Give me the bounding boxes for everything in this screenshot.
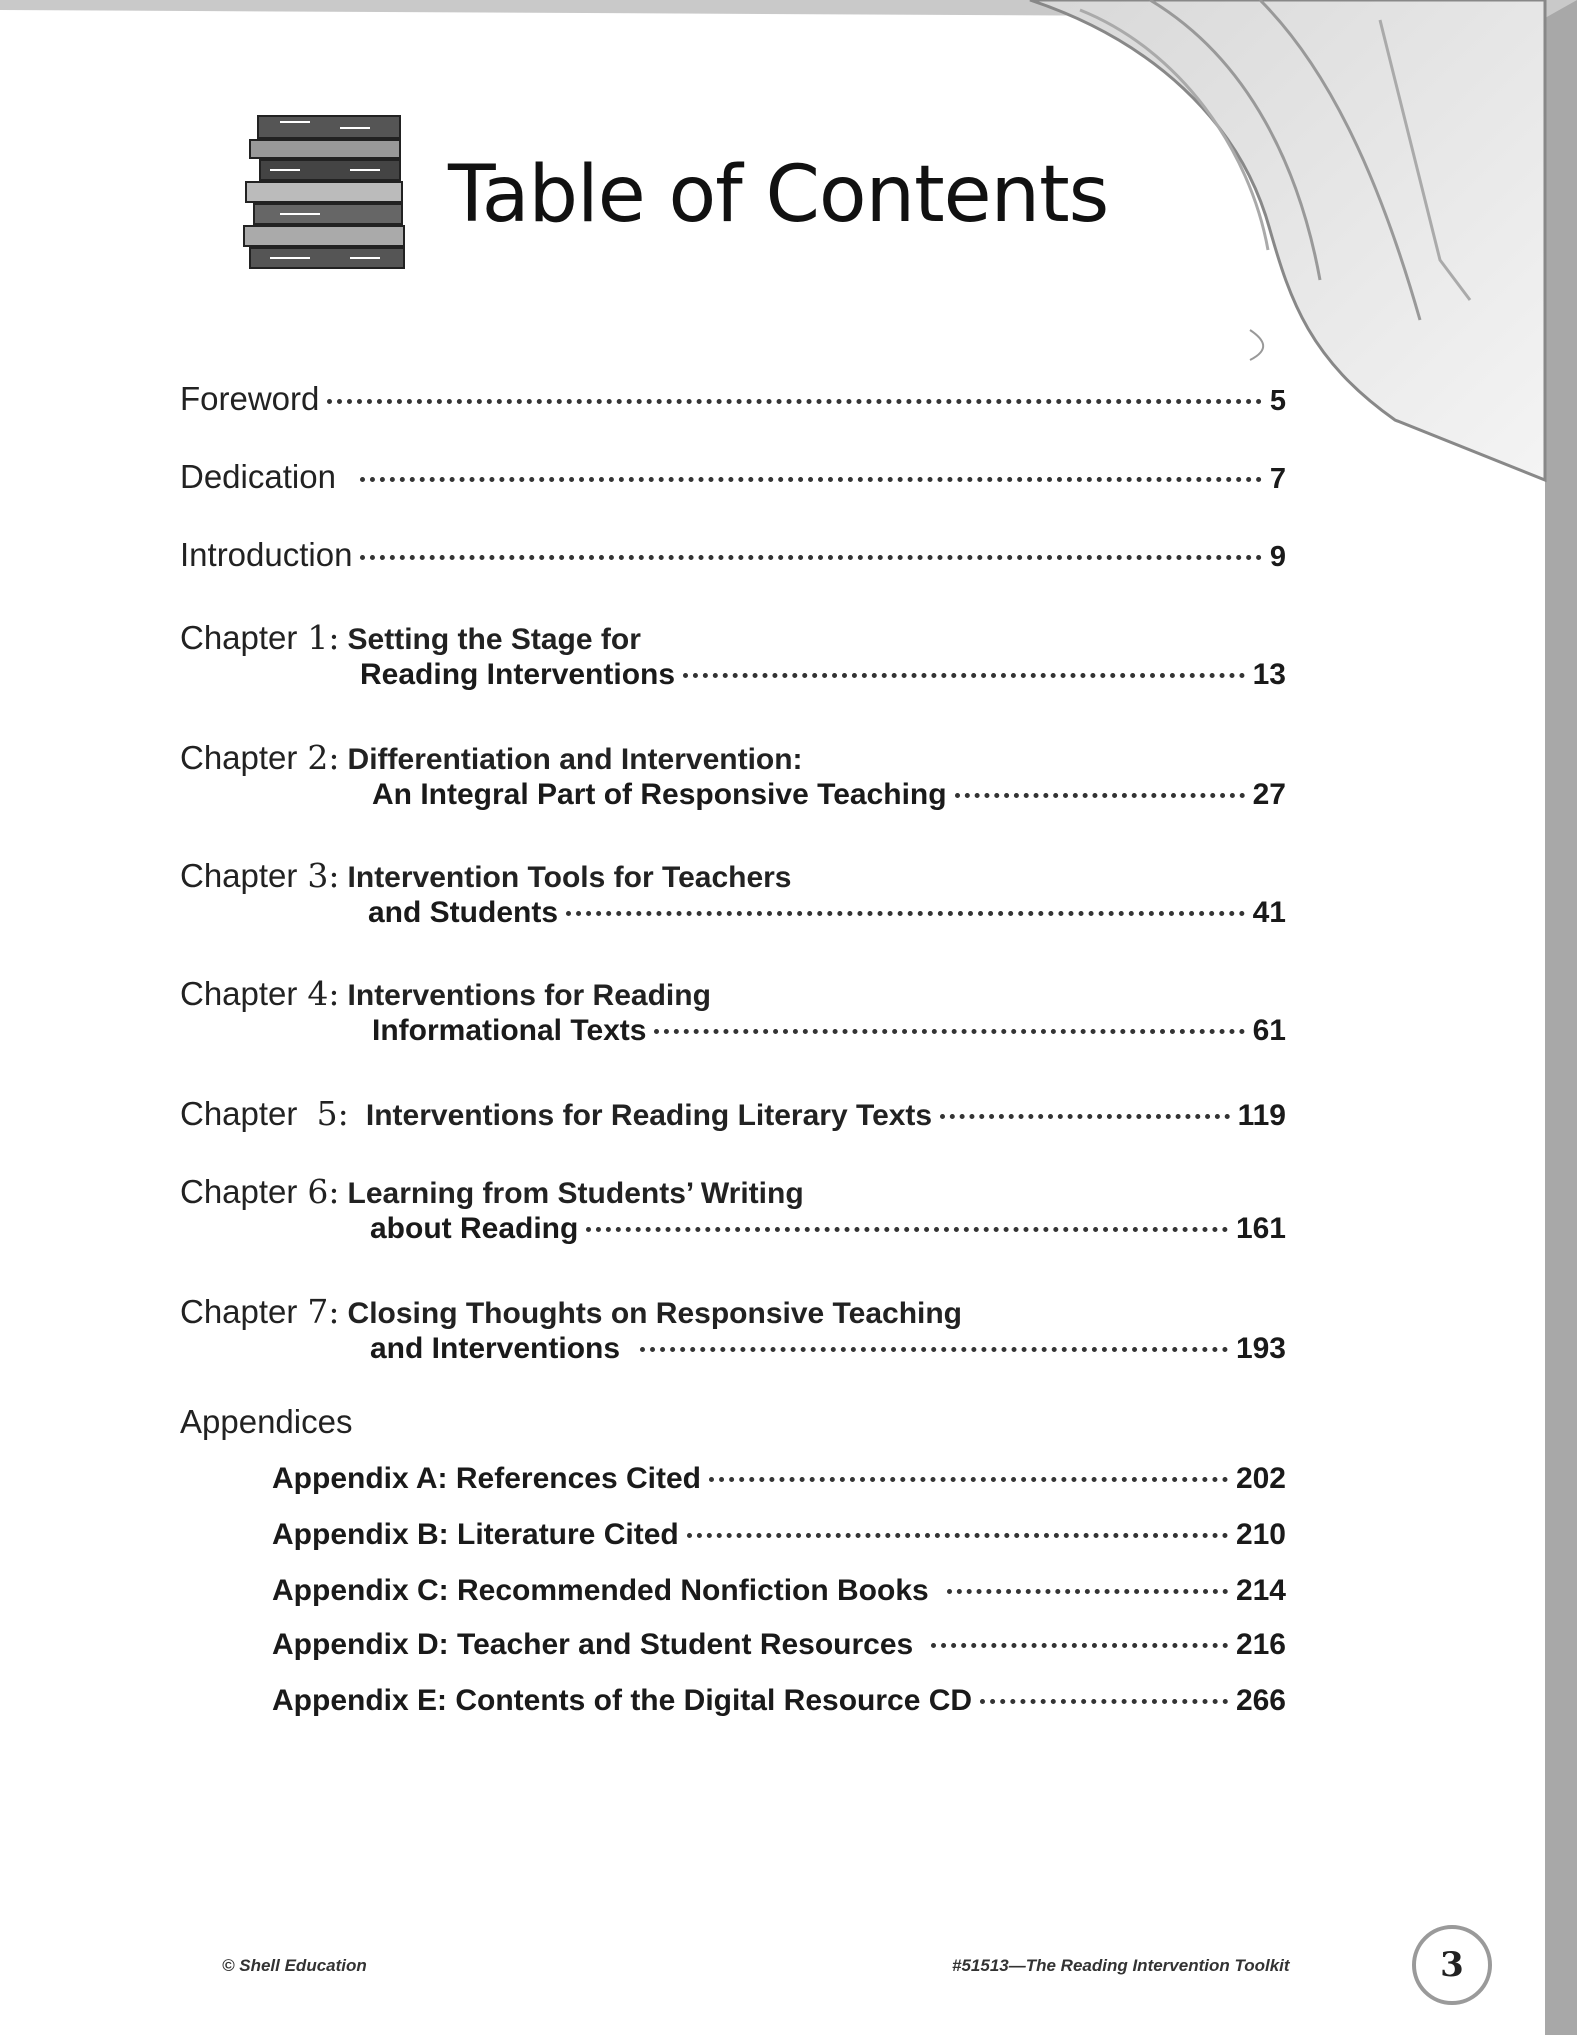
dot-leader (940, 1114, 1229, 1119)
chapter-2-heading[interactable] (180, 738, 1286, 777)
dot-leader (640, 1347, 1228, 1352)
toc-entry-appendix-b[interactable] (272, 1518, 1286, 1552)
chapter-prefix: Chapter (180, 857, 298, 894)
toc-entry-dedication[interactable] (180, 458, 1286, 496)
chapter-title: Setting the Stage for (347, 623, 641, 656)
chapter-title-continued: Informational Texts (372, 1014, 647, 1047)
toc-entry-appendix-a[interactable] (272, 1462, 1286, 1496)
toc-entry-foreword[interactable] (180, 380, 1286, 418)
dot-leader (327, 399, 1261, 404)
appendices-heading: Appendices (180, 1403, 353, 1440)
dot-leader (654, 1029, 1244, 1034)
dot-leader (360, 555, 1261, 560)
page-number: 27 (1252, 778, 1286, 811)
toc-entry-introduction[interactable] (180, 536, 1286, 574)
page-number: 61 (1252, 1014, 1286, 1047)
dot-leader (566, 911, 1245, 916)
chapter-2-entry[interactable] (372, 778, 1286, 812)
appendix-label: Appendix D: Teacher and Student Resources (272, 1628, 914, 1661)
toc-entry-label: Foreword (180, 380, 320, 417)
page-number: 5 (1269, 385, 1286, 417)
chapter-number: 1: (307, 618, 340, 657)
chapter-title: Interventions for Reading (347, 979, 711, 1012)
page-number-badge: 3 (1412, 1925, 1492, 2005)
chapter-3-heading[interactable] (180, 856, 1286, 895)
chapter-number: 3: (307, 856, 340, 895)
appendix-label: Appendix C: Recommended Nonfiction Books (272, 1574, 929, 1607)
page-number: 41 (1252, 896, 1286, 929)
dot-leader (955, 793, 1245, 798)
chapter-prefix: Chapter (180, 619, 298, 656)
page-number: 216 (1235, 1628, 1286, 1661)
chapter-title: Learning from Students’ Writing (347, 1177, 804, 1210)
chapter-number: 5: (316, 1094, 349, 1133)
chapter-7-entry[interactable] (370, 1332, 1286, 1366)
dot-leader (931, 1643, 1228, 1648)
page-number: 7 (1269, 463, 1286, 495)
chapter-4-entry[interactable] (372, 1014, 1286, 1048)
page-number: 214 (1235, 1574, 1286, 1607)
chapter-title: Differentiation and Intervention: (347, 743, 803, 776)
chapter-title: Intervention Tools for Teachers (347, 861, 792, 894)
dot-leader (709, 1477, 1228, 1482)
page-number: 119 (1237, 1099, 1286, 1132)
chapter-prefix: Chapter (180, 739, 298, 776)
chapter-heading-inline (180, 1094, 932, 1133)
page-title: Table of Contents (448, 150, 1109, 240)
page-number: 266 (1235, 1684, 1286, 1717)
chapter-6-heading[interactable] (180, 1172, 1286, 1211)
chapter-number: 6: (307, 1172, 340, 1211)
footer-book-title: #51513—The Reading Intervention Toolkit (952, 1956, 1290, 1975)
chapter-prefix: Chapter (180, 975, 298, 1012)
toc-entry-appendix-c[interactable] (272, 1574, 1286, 1608)
dot-leader (683, 673, 1245, 678)
dot-leader (586, 1227, 1228, 1232)
toc-entry-appendix-d[interactable] (272, 1628, 1286, 1662)
chapter-prefix: Chapter (180, 1293, 298, 1330)
chapter-number: 7: (307, 1292, 340, 1331)
chapter-title: Interventions for Reading Literary Texts (365, 1099, 933, 1132)
chapter-title-continued: and Students (368, 896, 559, 929)
page-number: 210 (1235, 1518, 1286, 1551)
chapter-1-entry[interactable] (360, 658, 1286, 692)
appendix-label: Appendix A: References Cited (272, 1462, 701, 1495)
chapter-title-continued: An Integral Part of Responsive Teaching (372, 778, 947, 811)
dot-leader (360, 477, 1262, 482)
appendix-label: Appendix E: Contents of the Digital Resource CD (272, 1684, 973, 1717)
chapter-title: Closing Thoughts on Responsive Teaching (347, 1297, 963, 1330)
chapter-title-continued: and Interventions (370, 1332, 621, 1365)
chapter-1-heading[interactable] (180, 618, 1286, 657)
chapter-4-heading[interactable] (180, 974, 1286, 1013)
chapter-prefix: Chapter (180, 1173, 298, 1210)
chapter-number: 4: (307, 974, 340, 1013)
page-number: 13 (1252, 658, 1286, 691)
footer-publisher: © Shell Education (222, 1956, 367, 1975)
chapter-title-continued: about Reading (370, 1212, 579, 1245)
dot-leader (980, 1699, 1228, 1704)
chapter-title-continued: Reading Interventions (360, 658, 676, 691)
books-stack-icon (240, 112, 418, 270)
chapter-7-heading[interactable] (180, 1292, 1286, 1331)
appendix-label: Appendix B: Literature Cited (272, 1518, 679, 1551)
page-number: 161 (1235, 1212, 1286, 1245)
page-number: 202 (1235, 1462, 1286, 1495)
dot-leader (687, 1533, 1228, 1538)
page-number: 193 (1235, 1332, 1286, 1365)
toc-entry-appendix-e[interactable] (272, 1684, 1286, 1718)
chapter-5-entry[interactable] (180, 1094, 1286, 1133)
chapter-prefix: Chapter (180, 1095, 298, 1132)
toc-entry-label: Dedication (180, 458, 336, 495)
chapter-number: 2: (307, 738, 340, 777)
chapter-3-entry[interactable] (368, 896, 1286, 930)
toc-entry-label: Introduction (180, 536, 353, 573)
dot-leader (947, 1589, 1228, 1594)
chapter-6-entry[interactable] (370, 1212, 1286, 1246)
page-number: 9 (1269, 541, 1286, 573)
